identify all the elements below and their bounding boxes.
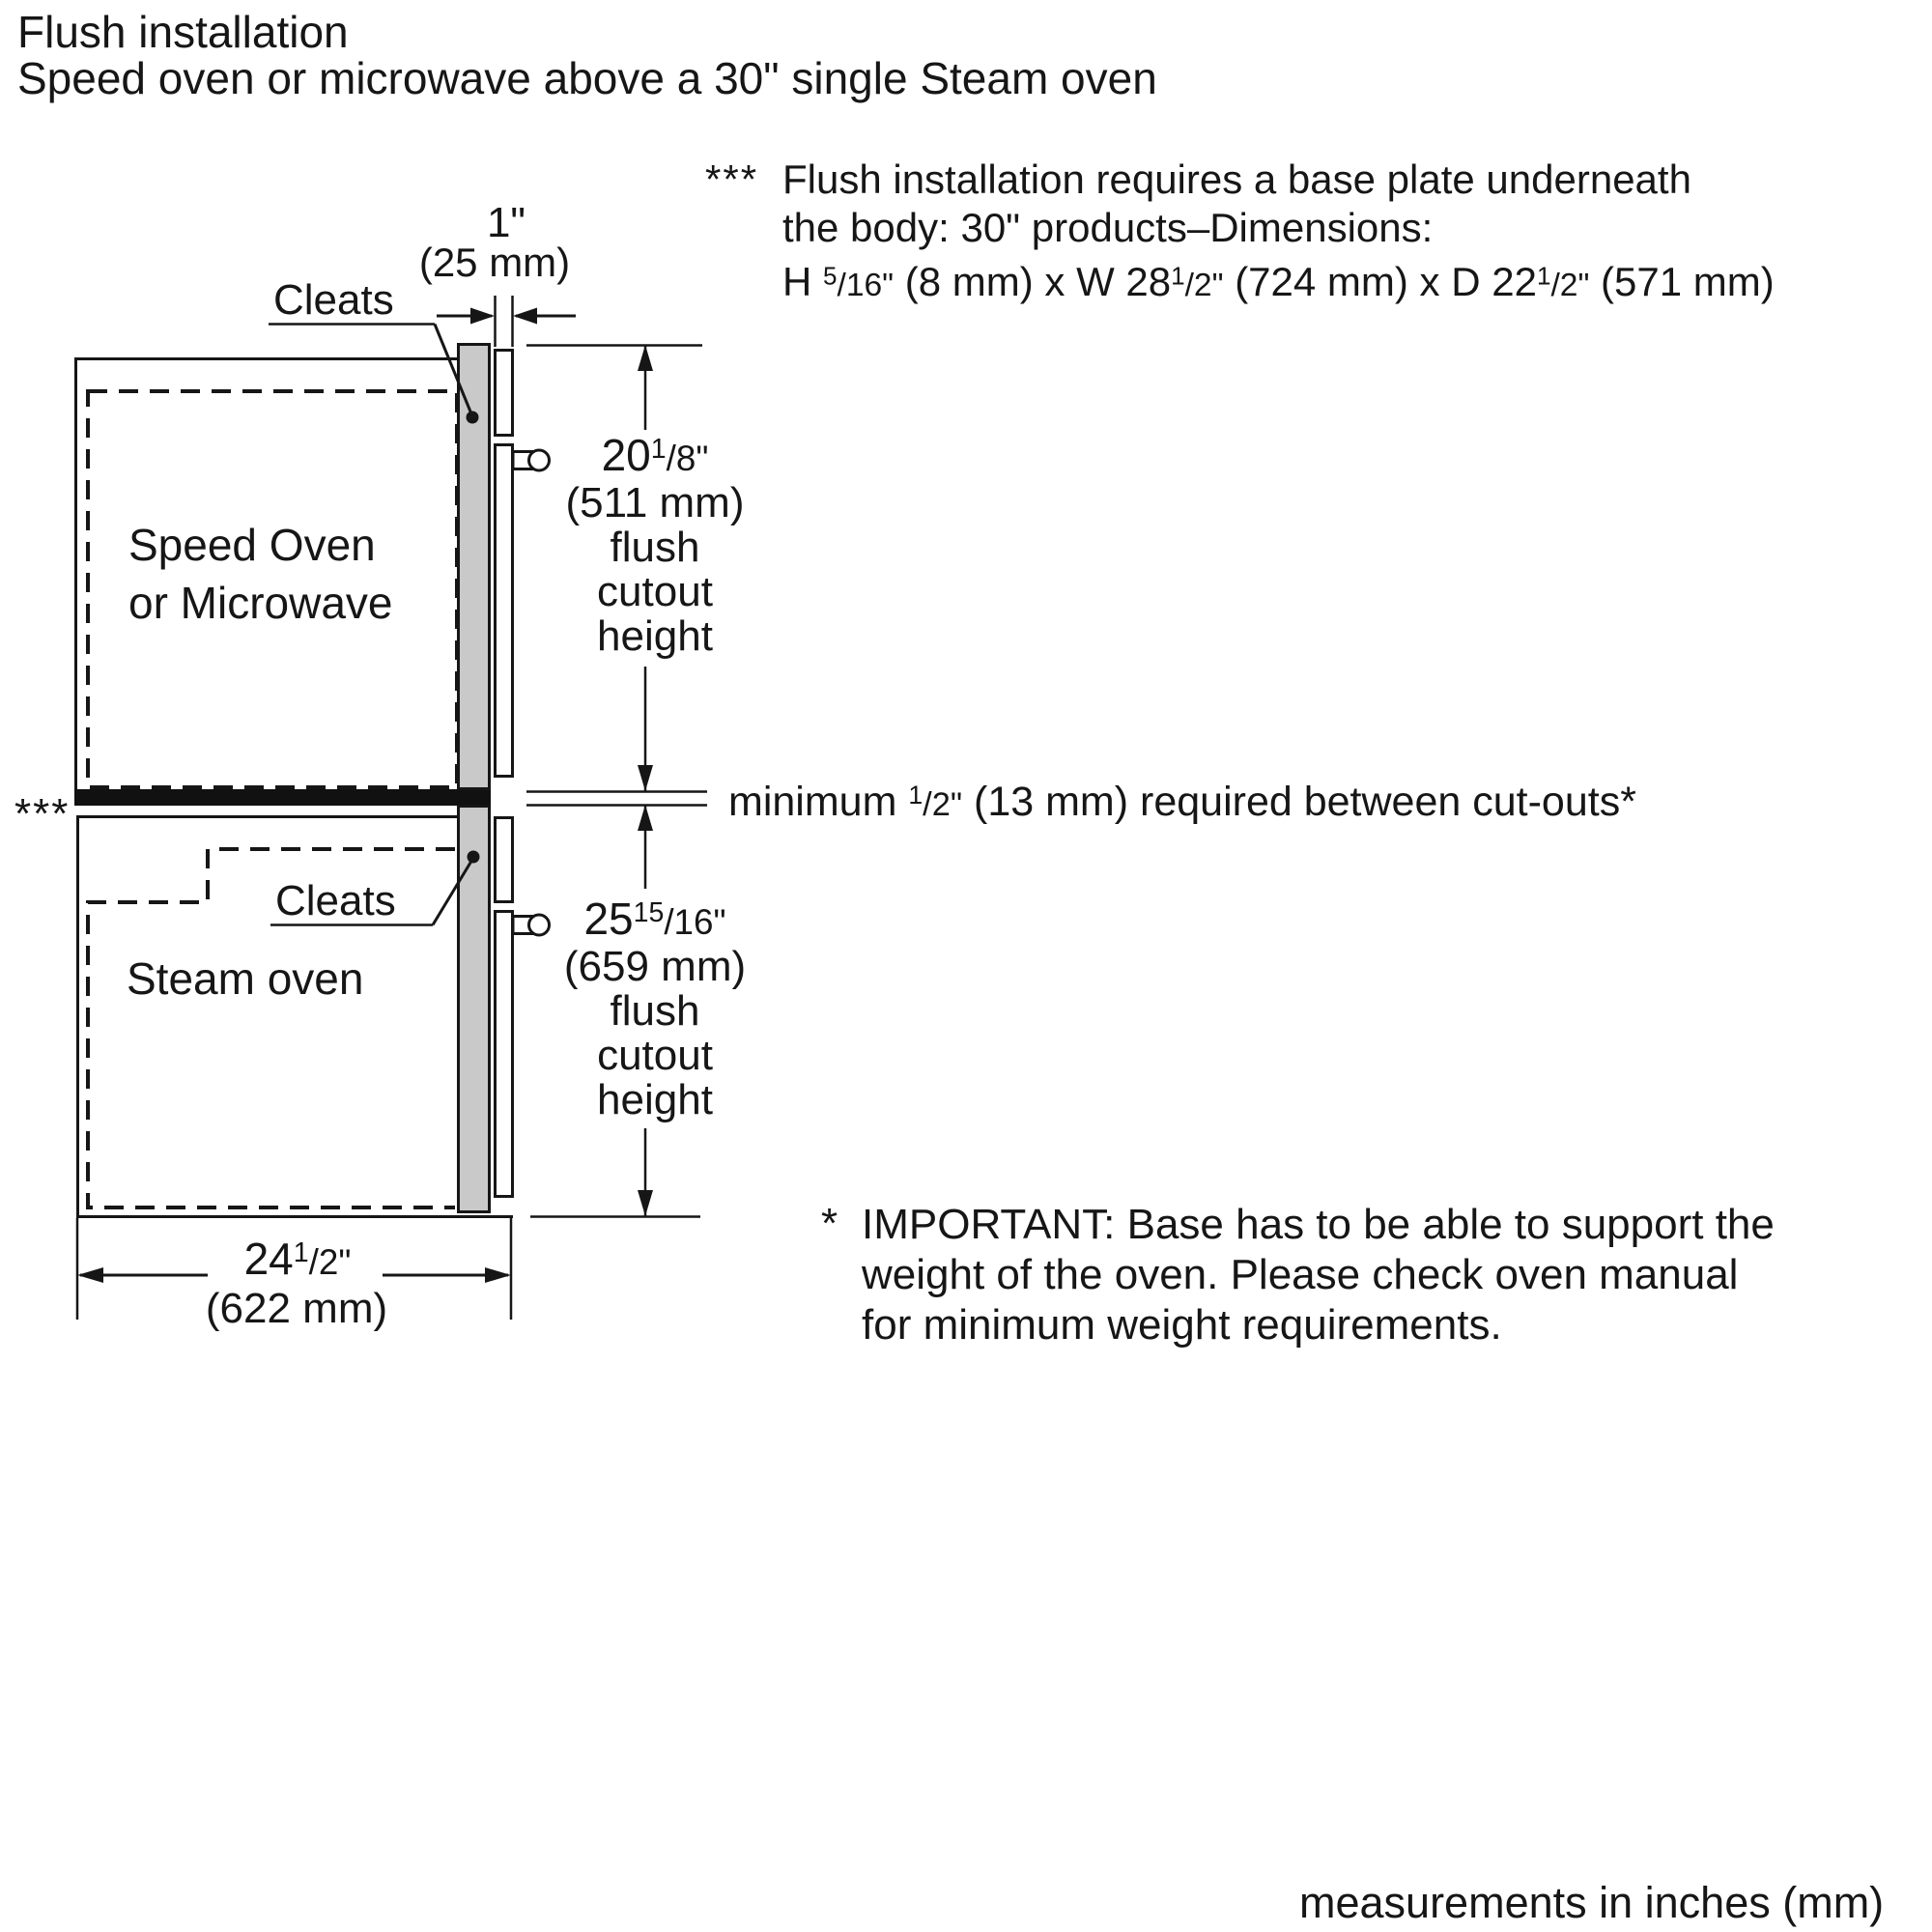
min-gap-pre: minimum	[728, 779, 909, 825]
lower-cutout-whole: 25	[583, 894, 634, 944]
note-dims-part: H	[782, 259, 823, 304]
upper-cutout-whole: 20	[601, 430, 651, 480]
cleat-width-arrowhead-right	[513, 308, 537, 325]
upper-cutout-desc-3: height	[597, 612, 713, 660]
note-dims-sup: 1	[1536, 261, 1551, 291]
page-subtitle: Speed oven or microwave above a 30" single Steam oven	[17, 53, 1157, 103]
depth-numerator: 1	[293, 1237, 309, 1269]
lower-cutout-desc-2: cutout	[597, 1032, 713, 1079]
upper-cutout-arrowhead-up	[638, 345, 653, 371]
lower-cutout-dimension-label	[564, 896, 746, 1122]
lower-cutout-arrowhead-down	[638, 1190, 653, 1216]
base-plate-note-line2: the body: 30" products–Dimensions:	[782, 205, 1434, 250]
note-dims-part: (571 mm)	[1589, 259, 1775, 304]
lower-cutout-desc-1: flush	[610, 987, 700, 1035]
cleats-upper-label: Cleats	[273, 276, 394, 324]
lower-cutout-denominator: /16"	[664, 902, 726, 942]
upper-handle-knob	[529, 450, 550, 470]
depth-arrowhead-left	[77, 1267, 103, 1283]
upper-trim-top-segment	[496, 351, 513, 436]
upper-cleat-bar	[459, 345, 490, 789]
note-dims-den: /2"	[1550, 268, 1590, 303]
depth-inches-label	[244, 1233, 352, 1285]
lower-cutout-desc-3: height	[597, 1076, 713, 1123]
base-plate-note-marker: ***	[705, 156, 759, 202]
upper-cutout-numerator: 1	[650, 434, 667, 466]
depth-mm-label: (622 mm)	[205, 1285, 388, 1332]
base-plate-note-line1: Flush installation requires a base plate underneath	[782, 156, 1691, 202]
cleats-lower-label: Cleats	[275, 877, 396, 924]
speed-oven-label-line2: or Microwave	[128, 578, 393, 628]
lower-trim-top-segment	[496, 818, 513, 902]
base-plate-note-line3	[782, 259, 1775, 305]
upper-cutout-desc-1: flush	[610, 524, 700, 571]
cleat-width-arrowhead-left	[470, 308, 495, 325]
cleat-width-inches-label: 1"	[486, 199, 526, 246]
note-dims-sup: 5	[823, 261, 838, 291]
upper-cutout-inches	[566, 430, 745, 481]
upper-cutout-mm: (511 mm)	[565, 479, 745, 526]
lower-cutout-mm: (659 mm)	[563, 943, 747, 990]
depth-arrowhead-right	[485, 1267, 511, 1283]
cleats-upper-leader-dot	[467, 412, 479, 424]
important-note	[862, 1200, 1775, 1350]
min-gap-numerator: 1	[908, 781, 923, 810]
min-gap-denominator: /2"	[923, 786, 963, 823]
important-note-marker: *	[821, 1200, 838, 1247]
note-dims-part: (8 mm) x W 28	[894, 259, 1172, 304]
lower-cutout-numerator: 15	[633, 897, 665, 929]
note-dims-den: /16"	[837, 268, 895, 303]
lower-handle-knob	[529, 915, 550, 935]
cleat-width-mm-label: (25 mm)	[418, 240, 571, 285]
steam-oven-dashed-outline	[88, 849, 455, 1208]
important-note-line2: weight of the oven. Please check oven manual	[862, 1251, 1739, 1298]
upper-trim-bottom-segment	[496, 445, 513, 777]
upper-cutout-dimension-label	[565, 430, 745, 660]
cleats-lower-leader-dot	[468, 851, 480, 864]
upper-cutout-desc-2: cutout	[597, 568, 713, 615]
important-note-line1: IMPORTANT: Base has to be able to support the	[862, 1201, 1775, 1248]
lower-cutout-inches	[564, 896, 746, 945]
note-dims-sup: 1	[1171, 261, 1185, 291]
depth-denominator: /2"	[308, 1242, 352, 1282]
min-gap-post: (13 mm) required between cut-outs*	[962, 779, 1636, 825]
note-dims-part: (724 mm) x D 22	[1223, 259, 1537, 304]
speed-oven-label-line1: Speed Oven	[128, 520, 376, 570]
upper-cutout-denominator: /8"	[666, 439, 709, 478]
steam-oven-label: Steam oven	[127, 953, 364, 1004]
speed-oven-label	[128, 516, 393, 632]
units-footnote: measurements in inches (mm)	[1299, 1878, 1885, 1927]
page-title: Flush installation	[17, 7, 349, 57]
base-plate-bar	[74, 789, 491, 806]
note-dims-den: /2"	[1184, 268, 1224, 303]
lower-cutout-arrowhead-up	[638, 805, 653, 831]
lower-trim-bottom-segment	[496, 912, 513, 1197]
lower-cleat-bar	[459, 807, 490, 1212]
important-note-line3: for minimum weight requirements.	[862, 1301, 1502, 1349]
upper-cutout-arrowhead-down	[638, 765, 653, 791]
depth-whole: 24	[243, 1234, 294, 1284]
min-gap-note	[728, 779, 1636, 826]
base-plate-marker: ***	[14, 790, 71, 838]
